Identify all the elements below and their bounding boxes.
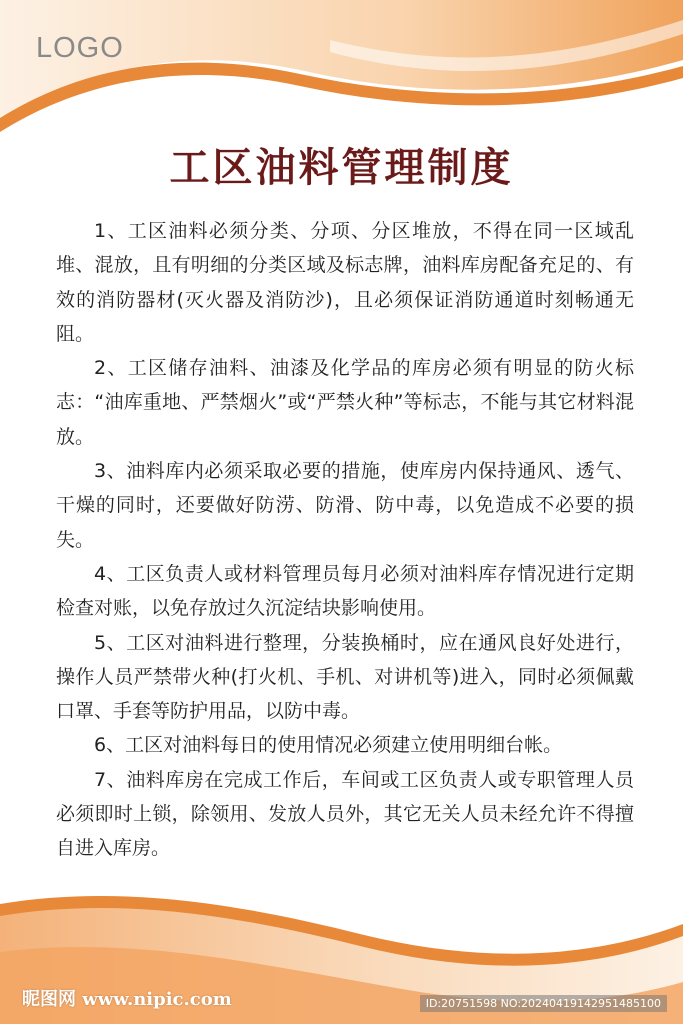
rule-paragraph: 6、工区对油料每日的使用情况必须建立使用明细台帐。 [94, 734, 563, 757]
page-title: 工区油料管理制度 [169, 145, 514, 191]
rule-paragraph: 3、油料库内必须采取必要的措施，使库房内保持通风、透气、干燥的同时，还要做好防涝、防滑、防中毒，以免造成不必要的损失。 [56, 460, 634, 551]
rule-paragraph: 2、工区储存油料、油漆及化学品的库房必须有明显的防火标志：“油库重地、严禁烟火”或“严禁火种”等标志，不能与其它材料混放。 [56, 357, 634, 448]
logo: LOGO [36, 32, 124, 64]
watermark-site: 昵图网 www.nipic.com [22, 989, 232, 1010]
rule-paragraph: 4、工区负责人或材料管理员每月必须对油料库存情况进行定期检查对账，以免存放过久沉淀结块影响使用。 [56, 562, 634, 620]
rule-paragraph: 1、工区油料必须分类、分项、分区堆放，不得在同一区域乱堆、混放，且有明细的分类区域及标志牌，油料库房配备充足的、有效的消防器材(灭火器及消防沙)，且必须保证消防通道时刻畅通无阻。 [56, 220, 634, 345]
rule-paragraph: 7、油料库房在完成工作后，车间或工区负责人或专职管理人员必须即时上锁，除领用、发放人员外，其它无关人员未经允许不得擅自进入库房。 [56, 768, 634, 860]
watermark-id: ID:20751598 NO:20240419142951485100 [420, 995, 667, 1012]
rules-body [56, 214, 634, 866]
rule-paragraph: 5、工区对油料进行整理，分装换桶时，应在通风良好处进行，操作人员严禁带火种(打火机、手机、对讲机等)进入，同时必须佩戴口罩、手套等防护用品，以防中毒。 [56, 631, 634, 723]
top-wave-decoration [0, 0, 683, 150]
